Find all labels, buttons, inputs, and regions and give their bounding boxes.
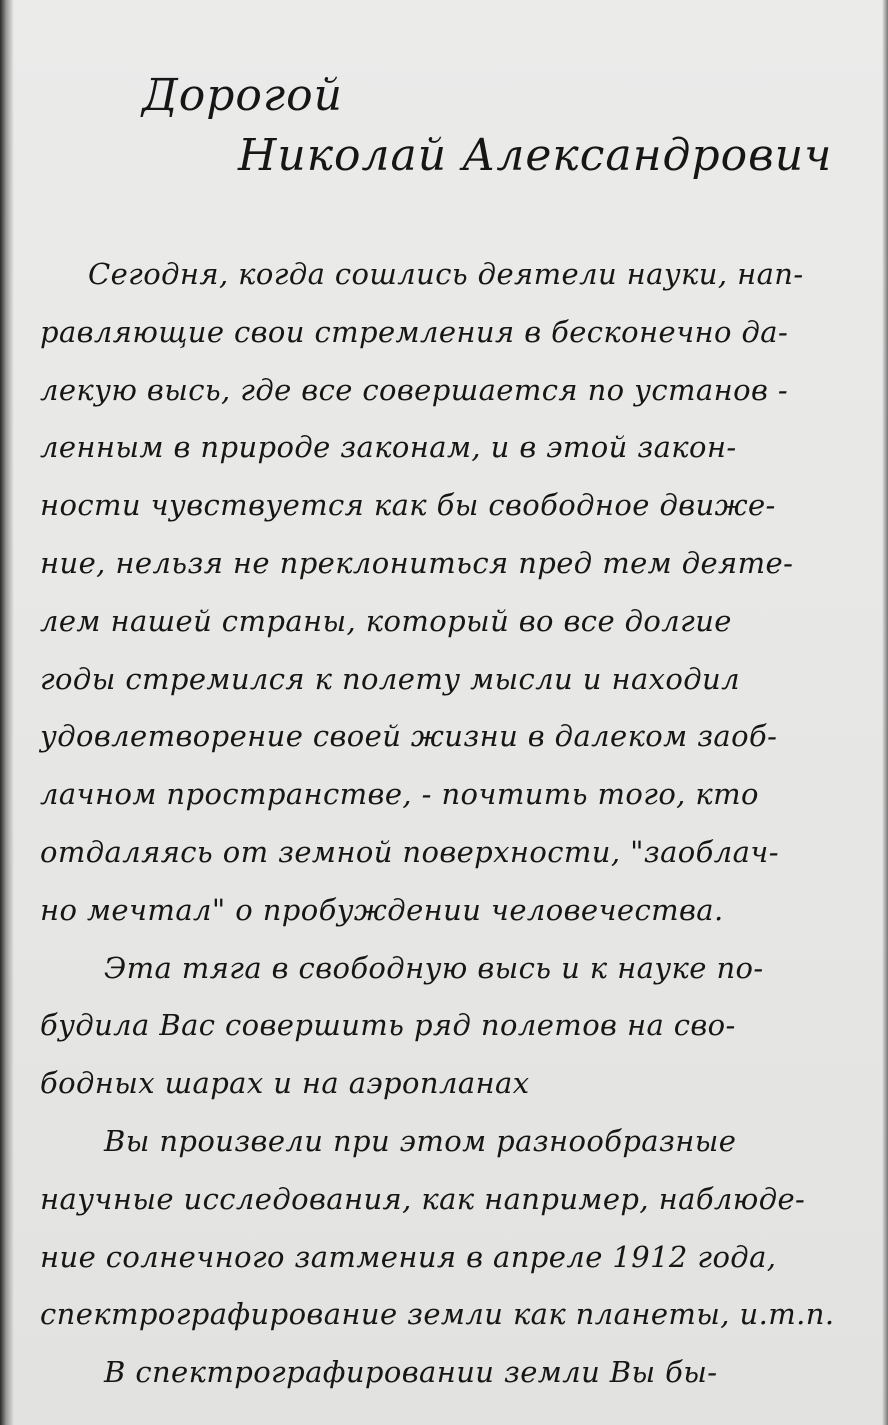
letter-line: ние солнечного затмения в апреле 1912 года,	[40, 1239, 777, 1274]
letter-line: годы стремился к полету мысли и находил	[40, 661, 740, 696]
greeting-line-1: Дорогой	[142, 70, 343, 121]
letter-line: спектрографирование земли как планеты, и.т.п.	[40, 1297, 835, 1332]
letter-line: отдаляясь от земной поверхности, "заоблач-	[40, 834, 779, 869]
letter-line: ности чувствуется как бы свободное движе-	[40, 488, 776, 523]
letter-line: равляющие свои стремления в бесконечно да-	[40, 314, 789, 349]
letter-line: удовлетворение своей жизни в далеком заоб-	[40, 719, 778, 754]
page-right-edge-shadow	[882, 0, 888, 1425]
letter-line: Вы произвели при этом разнообразные	[104, 1123, 737, 1158]
letter-line: будила Вас совершить ряд полетов на сво-	[40, 1008, 736, 1043]
letter-line: лачном пространстве, - почтить того, кто	[40, 777, 759, 812]
page-left-edge-shadow	[0, 0, 14, 1425]
letter-line: лекую высь, где все совершается по установ -	[40, 372, 789, 407]
greeting-line-2: Николай Александрович	[238, 130, 833, 181]
letter-body	[40, 246, 858, 1402]
letter-line: Эта тяга в свободную высь и к науке по-	[104, 950, 764, 985]
letter-line: Сегодня, когда сошлись деятели науки, нап-	[88, 257, 804, 291]
letter-line: В спектрографировании земли Вы бы-	[104, 1355, 718, 1390]
letter-line: ленным в природе законам, и в этой закон-	[40, 430, 737, 465]
letter-line: ние, нельзя не преклониться пред тем деяте-	[40, 545, 794, 580]
letter-line: лем нашей страны, который во все долгие	[40, 603, 732, 638]
letter-line: но мечтал" о пробуждении человечества.	[40, 892, 724, 927]
letter-line: научные исследования, как например, наблюде-	[40, 1181, 806, 1216]
letter-line: бодных шарах и на аэропланах	[40, 1066, 530, 1101]
